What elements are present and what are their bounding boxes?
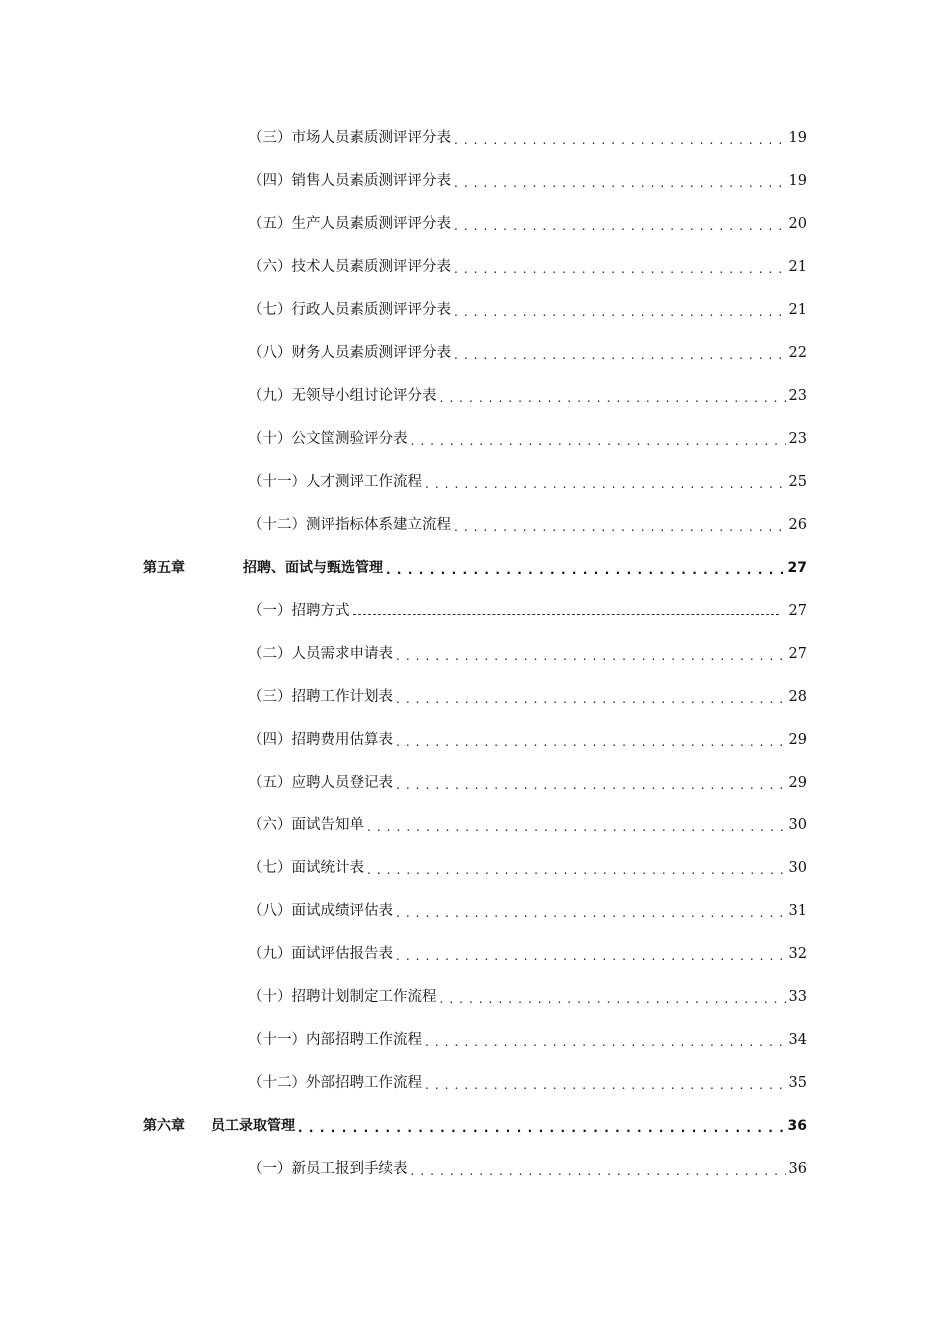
dot-leader	[454, 515, 786, 535]
dot-leader	[411, 1159, 786, 1179]
dot-leader	[396, 687, 786, 707]
toc-entry-title: （七）面试统计表	[248, 860, 364, 876]
toc-entry[interactable]	[248, 339, 807, 363]
dash-leader	[353, 614, 779, 615]
chapter-title: 招聘、面试与甄选管理	[243, 560, 383, 576]
dot-leader	[396, 644, 786, 664]
toc-entry[interactable]	[248, 296, 807, 320]
dot-leader	[396, 901, 786, 921]
toc-page-number: 21	[788, 259, 807, 275]
dot-leader	[425, 1073, 786, 1093]
toc-entry[interactable]	[248, 897, 807, 921]
dot-leader	[396, 730, 786, 750]
dot-leader	[367, 815, 786, 835]
toc-entry[interactable]	[248, 811, 807, 835]
toc-page-number: 27	[788, 603, 807, 619]
toc-entry[interactable]	[248, 726, 807, 750]
dot-leader	[396, 944, 786, 964]
toc-entry[interactable]	[248, 210, 807, 234]
toc-entry-title: （六）面试告知单	[248, 817, 364, 833]
toc-page-number: 22	[788, 345, 807, 361]
toc-entry-title: （八）财务人员素质测评评分表	[248, 345, 451, 361]
toc-chapter-entry[interactable]	[143, 1112, 807, 1136]
toc-page-number: 27	[788, 646, 807, 662]
toc-chapter-entry[interactable]	[143, 554, 807, 578]
dot-leader	[396, 773, 786, 793]
toc-entry-title: （八）面试成绩评估表	[248, 903, 393, 919]
toc-entry-title: （九）无领导小组讨论评分表	[248, 388, 437, 404]
dot-leader	[367, 858, 786, 878]
toc-page-number: 23	[788, 431, 807, 447]
toc-entry[interactable]	[248, 983, 807, 1007]
toc-page-number: 29	[788, 775, 807, 791]
toc-page-number: 30	[788, 817, 807, 833]
toc-page-number: 21	[788, 302, 807, 318]
toc-page-number: 33	[788, 989, 807, 1005]
toc-entry-title: （三）招聘工作计划表	[248, 689, 393, 705]
toc-page-number: 28	[788, 689, 807, 705]
toc-entry-title: （六）技术人员素质测评评分表	[248, 259, 451, 275]
toc-entry[interactable]	[248, 683, 807, 707]
toc-entry-title: （七）行政人员素质测评评分表	[248, 302, 451, 318]
toc-page-number: 20	[788, 216, 807, 232]
dot-leader	[454, 171, 786, 191]
toc-entry-title: （四）销售人员素质测评评分表	[248, 173, 451, 189]
toc-entry[interactable]	[248, 597, 807, 621]
toc-entry[interactable]	[248, 1069, 807, 1093]
dot-leader	[454, 257, 786, 277]
dot-leader	[425, 1030, 786, 1050]
dot-leader	[386, 558, 785, 578]
toc-entry-title: （十）公文筐测验评分表	[248, 431, 408, 447]
toc-entry[interactable]	[248, 769, 807, 793]
toc-page-number: 19	[788, 130, 807, 146]
toc-entry[interactable]	[248, 1155, 807, 1179]
chapter-label: 第六章	[143, 1118, 185, 1134]
toc-entry[interactable]	[248, 640, 807, 664]
toc-page-number: 35	[788, 1075, 807, 1091]
dot-leader	[440, 987, 786, 1007]
toc-page-number: 31	[788, 903, 807, 919]
toc-entry-title: （三）市场人员素质测评评分表	[248, 130, 451, 146]
toc-entry-title: （二）人员需求申请表	[248, 646, 393, 662]
toc-page-number: 36	[788, 1161, 807, 1177]
dot-leader	[454, 214, 786, 234]
dot-leader	[454, 300, 786, 320]
toc-entry-title: （五）生产人员素质测评评分表	[248, 216, 451, 232]
toc-page-number: 23	[788, 388, 807, 404]
toc-page-number: 25	[788, 474, 807, 490]
toc-page-number: 26	[788, 517, 807, 533]
dot-leader	[298, 1116, 785, 1136]
toc-entry[interactable]	[248, 425, 807, 449]
chapter-title: 员工录取管理	[211, 1118, 295, 1134]
toc-entry-title: （十二）外部招聘工作流程	[248, 1075, 422, 1091]
toc-entry[interactable]	[248, 1026, 807, 1050]
toc-entry[interactable]	[248, 382, 807, 406]
chapter-label: 第五章	[143, 560, 185, 576]
toc-entry[interactable]	[248, 511, 807, 535]
toc-page-number: 19	[788, 173, 807, 189]
toc-entry[interactable]	[248, 124, 807, 148]
toc-entry[interactable]	[248, 167, 807, 191]
dot-leader	[454, 128, 786, 148]
dot-leader	[440, 386, 786, 406]
toc-page-number: 36	[787, 1118, 807, 1134]
toc-entry-title: （十）招聘计划制定工作流程	[248, 989, 437, 1005]
toc-page-number: 29	[788, 732, 807, 748]
toc-entry-title: （一）新员工报到手续表	[248, 1161, 408, 1177]
toc-entry-title: （十二）测评指标体系建立流程	[248, 517, 451, 533]
dot-leader	[411, 429, 786, 449]
toc-page-number: 32	[788, 946, 807, 962]
toc-entry[interactable]	[248, 940, 807, 964]
toc-page-number: 27	[787, 560, 807, 576]
dot-leader	[454, 343, 786, 363]
toc-page-number: 30	[788, 860, 807, 876]
toc-entry-title: （四）招聘费用估算表	[248, 732, 393, 748]
toc-page-number: 34	[788, 1032, 807, 1048]
toc-entry-title: （十一）内部招聘工作流程	[248, 1032, 422, 1048]
toc-entry[interactable]	[248, 854, 807, 878]
toc-entry-title: （五）应聘人员登记表	[248, 775, 393, 791]
toc-entry-title: （一）招聘方式	[248, 603, 350, 619]
toc-entry[interactable]	[248, 468, 807, 492]
dot-leader	[425, 472, 786, 492]
toc-entry[interactable]	[248, 253, 807, 277]
toc-entry-title: （十一）人才测评工作流程	[248, 474, 422, 490]
toc-entry-title: （九）面试评估报告表	[248, 946, 393, 962]
